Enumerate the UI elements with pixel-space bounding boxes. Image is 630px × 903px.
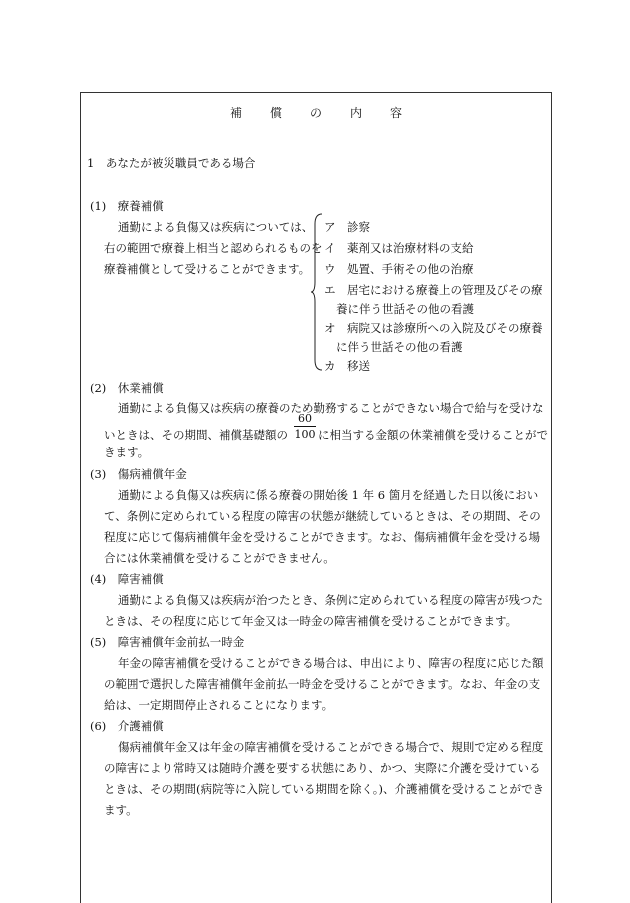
kaigo-body-line: ときは、その期間(病院等に入院している期間を除く。)、介護補償を受けることができ (104, 782, 544, 796)
section-heading: 1 あなたが被災職員である場合 (87, 156, 256, 170)
kaigo-body-line: 傷病補償年金又は年金の障害補償を受けることができる場合で、規則で定める程度 (118, 740, 544, 754)
kyugyo-body-line: 通勤による負傷又は疾病の療養のため勤務することができない場合で給与を受けな (118, 401, 544, 415)
fraction-bar (294, 426, 316, 427)
maebarai-body-line: 給は、一定期間停止されることになります。 (104, 698, 334, 712)
ryoyo-list-item: に伴う世話その他の看護 (336, 340, 463, 354)
heading-shogai: (4) 障害補償 (90, 572, 164, 586)
ryoyo-list-item: ア 診察 (324, 220, 370, 234)
ryoyo-body-line: 右の範囲で療養上相当と認められるものを (104, 241, 323, 255)
maebarai-body-line: の範囲で選択した障害補償年金前払一時金を受けることができます。なお、年金の支 (104, 677, 541, 691)
shogai-body-line: ときは、その程度に応じて年金又は一時金の障害補償を受けることができます。 (104, 614, 518, 628)
kyugyo-body-line: に相当する金額の休業補償を受けることがで (318, 428, 548, 442)
ryoyo-list-item: イ 薬剤又は治療材料の支給 (324, 241, 474, 255)
shobyo-body-line: て、条例に定められている程度の障害の状態が継続しているときは、その期間、その (104, 509, 541, 523)
ryoyo-list-item: カ 移送 (324, 359, 370, 373)
ryoyo-body-line: 通勤による負傷又は疾病については、 (118, 220, 314, 234)
shobyo-body-line: 通勤による負傷又は疾病に係る療養の開始後 1 年 6 箇月を経過した日以後におい (118, 488, 539, 502)
heading-kyugyo: (2) 休業補償 (90, 381, 164, 395)
kyugyo-body-line: いときは、その期間、補償基礎額の (104, 428, 288, 442)
shobyo-body-line: 合には休業補償を受けることができません。 (104, 551, 335, 565)
heading-ryoyo: (1) 療養補償 (90, 199, 164, 213)
ryoyo-list-item: オ 病院又は診療所への入院及びその療養 (324, 321, 543, 335)
kyugyo-body-line: きます。 (104, 445, 150, 459)
ryoyo-list-item: 養に伴う世話その他の看護 (336, 302, 474, 316)
ryoyo-list-item: ウ 処置、手術その他の治療 (324, 262, 474, 276)
fraction-denominator: 100 (294, 428, 316, 441)
page-title: 補償の内容 (229, 106, 430, 120)
heading-shobyo: (3) 傷病補償年金 (90, 467, 187, 481)
fraction-numerator: 60 (298, 412, 312, 425)
shogai-body-line: 通勤による負傷又は疾病が治つたとき、条例に定められている程度の障害が残つた (118, 593, 544, 607)
heading-maebarai: (5) 障害補償年金前払一時金 (90, 635, 245, 649)
kaigo-body-line: ます。 (104, 803, 138, 817)
heading-kaigo: (6) 介護補償 (90, 719, 164, 733)
kaigo-body-line: の障害により常時又は随時介護を要する状態にあり、かつ、実際に介護を受けている (104, 761, 541, 775)
ryoyo-body-line: 療養補償として受けることができます。 (104, 262, 311, 276)
curly-brace-icon (310, 212, 324, 372)
fraction (294, 412, 316, 441)
maebarai-body-line: 年金の障害補償を受けることができる場合は、申出により、障害の程度に応じた額 (118, 656, 544, 670)
ryoyo-list-item: エ 居宅における療養上の管理及びその療 (324, 283, 543, 297)
shobyo-body-line: 程度に応じて傷病補償年金を受けることができます。なお、傷病補償年金を受ける場 (104, 530, 541, 544)
